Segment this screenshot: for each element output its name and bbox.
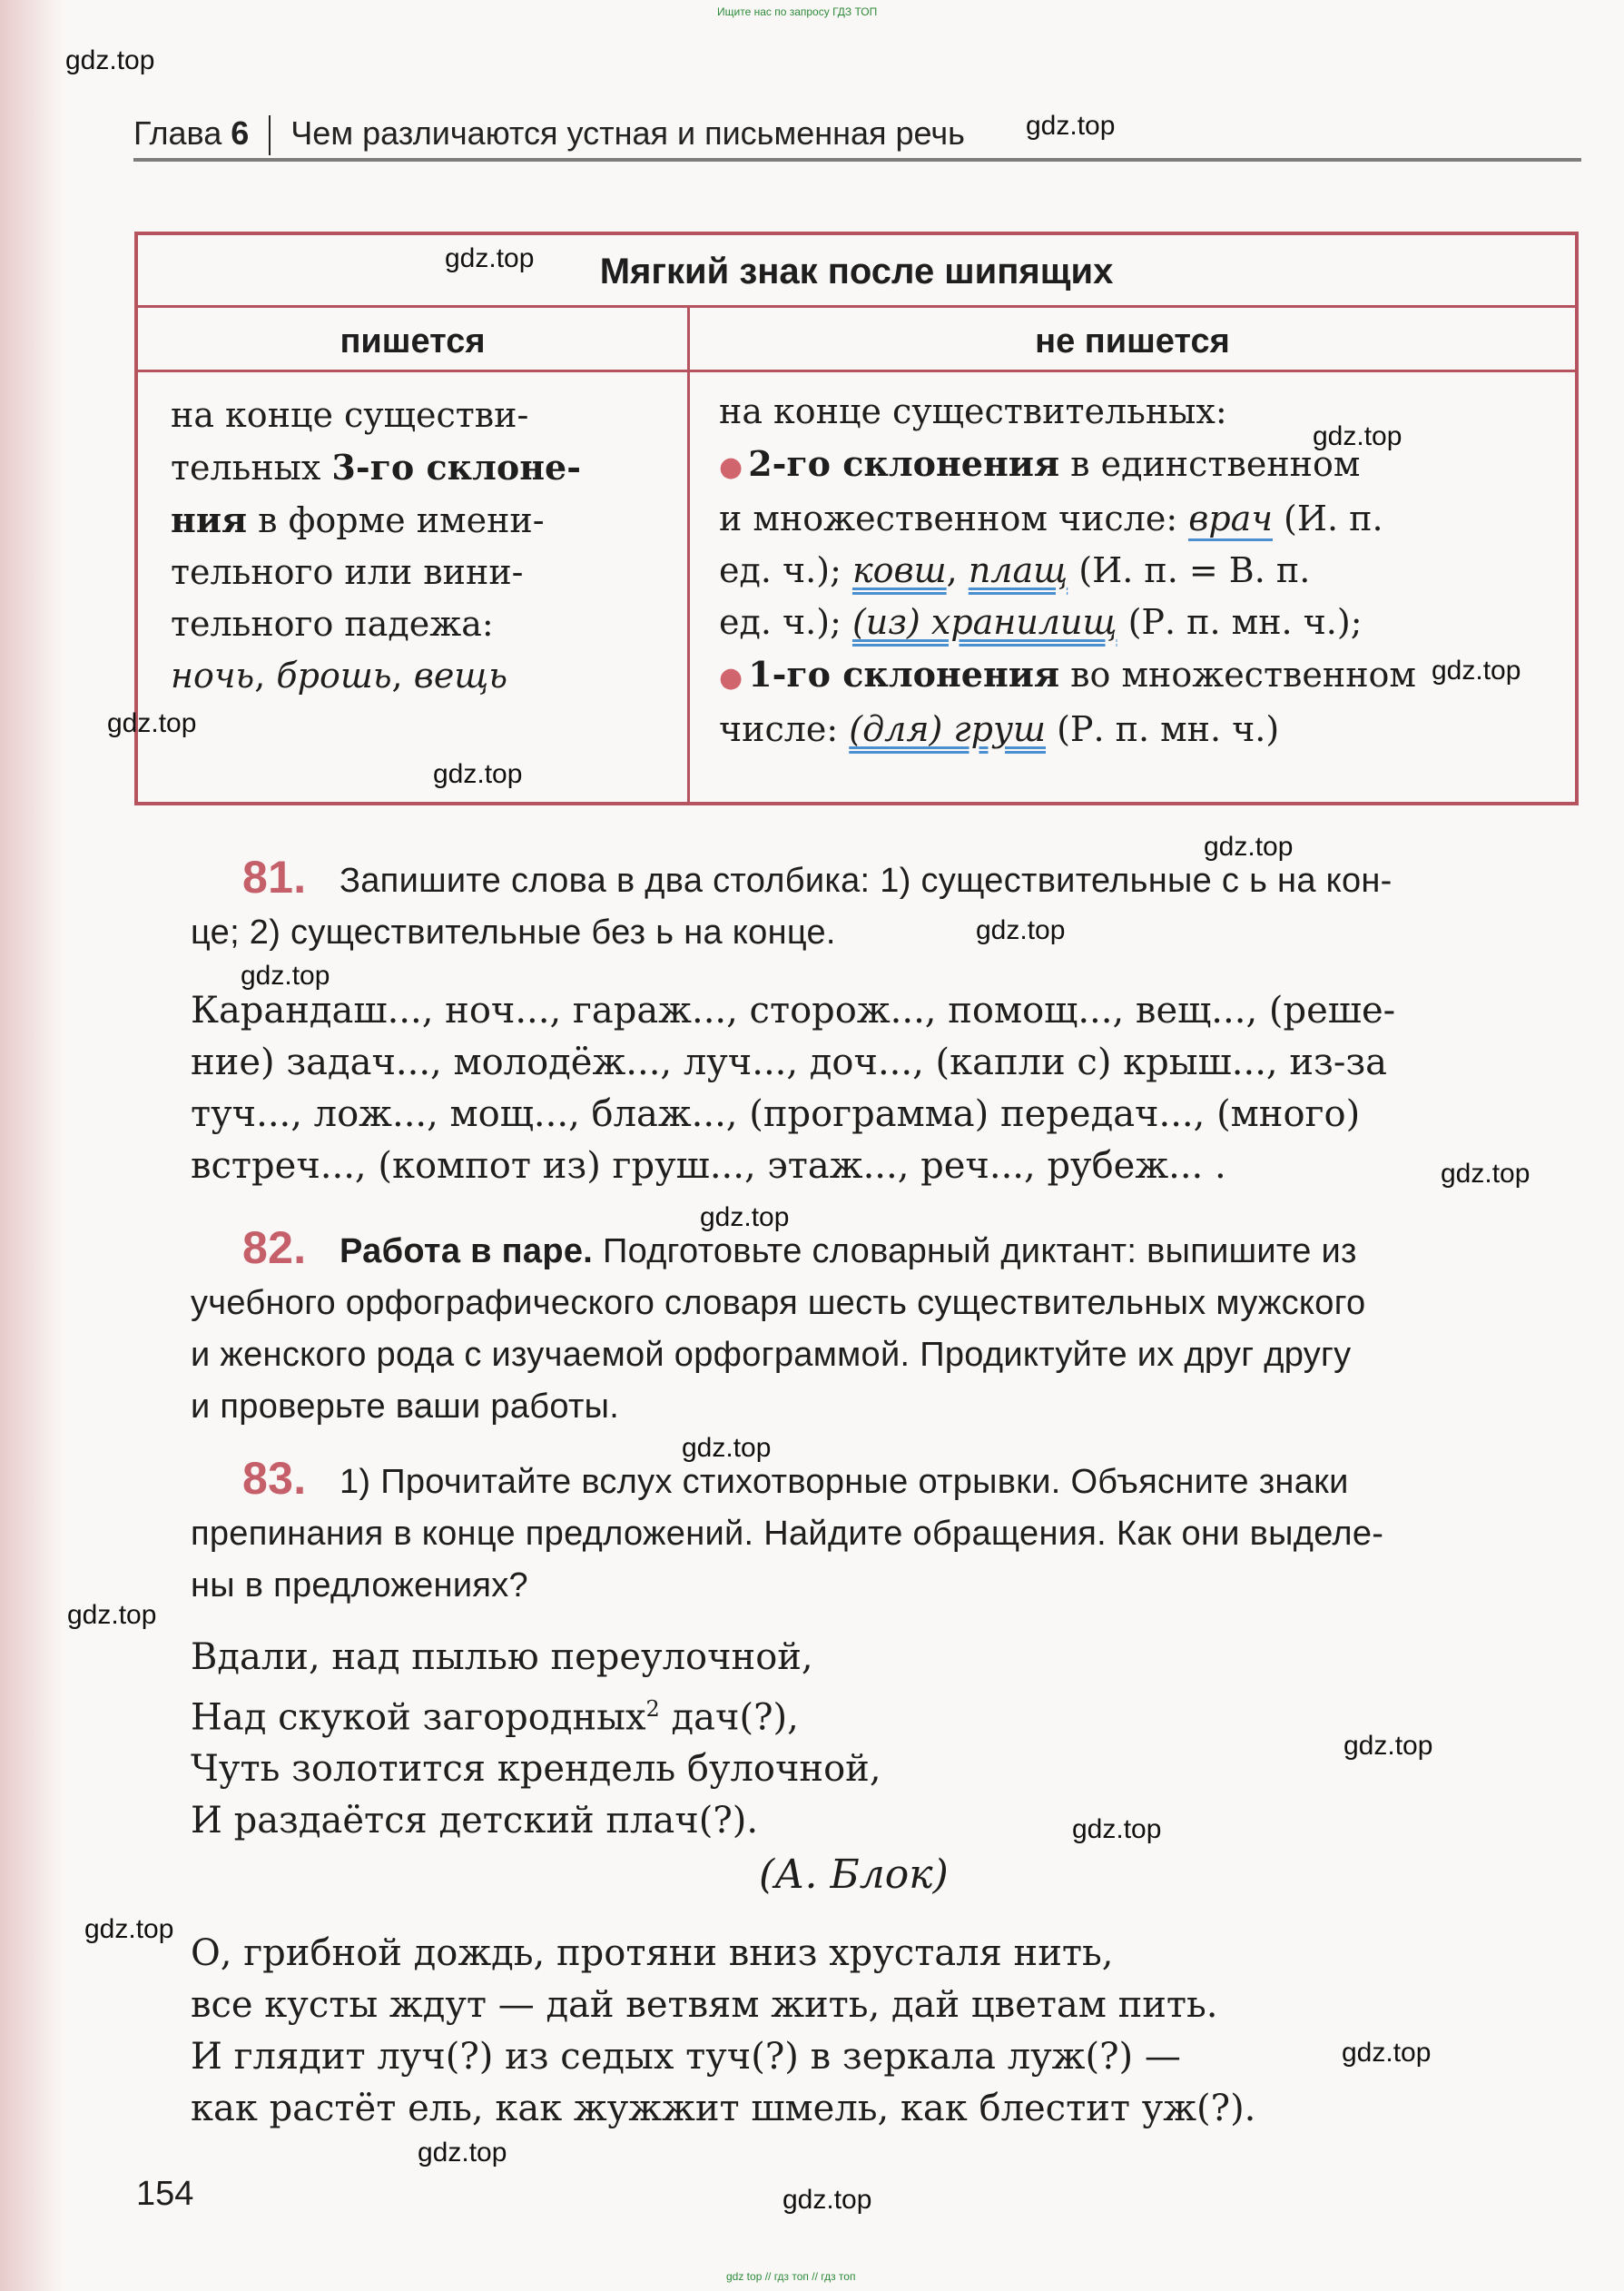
ex81-words-line: ние) задач..., молодёж..., луч..., доч..., (капли с) крыш..., из-за [191,1042,1388,1083]
rule-table [134,232,1579,805]
poem-line: И глядит луч(?) из седых туч(?) в зеркала луж(?) — [191,2036,1181,2078]
example-word [171,656,254,696]
col-head-writes: пишется [340,322,486,360]
right-example: врач [1188,499,1273,541]
right-text: , [946,550,969,590]
ex83-task [242,1453,1587,1508]
ex81-words-line: туч..., лож..., мощ..., блаж..., (программа) передач..., (много) [191,1093,1361,1135]
col-head-not-writes: не пишется [1035,322,1230,360]
poem-line: Вдали, над пылью переулочной, [191,1636,813,1678]
example-stem: ноч [171,656,236,696]
rule-table-head-rule [138,370,1575,372]
example-word [414,656,507,696]
left-line: на конце существи- [171,395,529,435]
right-bold: 1-го склонения [748,654,1060,695]
watermark: gdz.top [1342,2038,1432,2068]
header-separator [269,115,271,155]
ex81-words [191,985,1593,1192]
footnote-mark: 2 [645,1696,660,1722]
right-example: ковш [851,550,947,590]
watermark: gdz.top [1313,421,1403,451]
example-sep: , [254,656,277,696]
chapter-header [133,107,1581,162]
left-bold: 3-го склоне- [331,447,581,488]
bullet-icon: ● [719,451,743,483]
ex83-task-cont [191,1508,1589,1612]
watermark: gdz.top [65,45,155,75]
watermark: gdz.top [682,1433,772,1463]
ex83-text: 1) Прочитайте вслух стихотворные отрывки. Объясните знаки [340,1463,1349,1501]
page-number: 154 [136,2175,194,2213]
watermark: gdz.top [700,1202,790,1232]
chapter-title: Чем различаются устная и письменная речь [290,114,965,152]
right-text: числе: [719,709,850,749]
right-text: ед. ч.); [719,602,852,642]
example-sep: , [391,656,414,696]
left-bold: ния [171,499,248,540]
ex82-text: Подготовьте словарный диктант: выпишите из [593,1232,1357,1270]
example-soft-sign: ь [235,656,255,696]
right-line [719,597,1572,648]
example-stem: вещ [413,656,489,696]
example-stem: брош [276,656,373,696]
left-text: тельных [171,448,332,488]
ex82-bold: Работа в паре. [340,1232,594,1270]
poem-blok [191,1632,1371,1847]
right-text: и множественном числе: [719,499,1189,538]
poem-line: О, грибной дождь, протяни вниз хрусталя нить, [191,1932,1114,1974]
left-examples [171,650,679,702]
watermark: gdz.top [1204,832,1294,862]
header-rule [133,158,1581,162]
right-text: (И. п. = В. п. [1068,550,1311,590]
right-bold: 2-го склонения [748,443,1060,484]
poem-text: Над скукой загородных [191,1696,646,1739]
rule-right-cell [719,386,1572,755]
left-line [171,441,679,494]
right-line: на конце существительных: [719,391,1227,431]
right-line [719,545,1572,597]
watermark: gdz.top [241,961,330,991]
right-line [719,704,1572,755]
ex81-line [242,852,1587,907]
bottom-note: gdz top // гдз топ // гдз топ [726,2270,856,2283]
right-text: во множественном [1059,655,1416,695]
right-example: (для) груш [849,709,1046,749]
rule-table-title: Мягкий знак после шипящих [138,235,1575,308]
right-line [719,493,1572,545]
left-line: тельного или вини- [171,552,524,592]
ex81-number: 81. [242,852,307,903]
example-soft-sign: ь [372,656,392,696]
watermark: gdz.top [1441,1159,1530,1189]
left-line [171,494,679,547]
poem-line [191,1684,1371,1743]
poem-line: все кусты ждут — дай ветвям жить, дай цветам пить. [191,1984,1218,2026]
page-edge-shade [0,0,64,2291]
watermark: gdz.top [84,1914,174,1944]
ex82-number: 82. [242,1222,307,1273]
watermark: gdz.top [1072,1814,1162,1844]
ex83-line: препинания в конце предложений. Найдите обращения. Как они выделе- [191,1515,1384,1553]
right-text: ед. ч.); [719,550,852,590]
left-line: тельного падежа: [171,604,494,644]
right-text: (И. п. [1272,499,1383,538]
ex83-line: ны в предложениях? [191,1566,528,1605]
ex81-words-line: встреч..., (компот из) груш..., этаж..., реч..., рубеж... . [191,1145,1226,1187]
watermark: gdz.top [433,759,523,789]
chapter-label: Глава [133,114,222,152]
ex83-number: 83. [242,1453,307,1504]
poem-text: дач(?), [659,1696,799,1739]
ex82-line: учебного орфографического словаря шесть существительных мужского [191,1284,1366,1322]
watermark: gdz.top [976,915,1066,945]
right-text: (Р. п. мн. ч.); [1117,602,1363,642]
ex82-line: и женского рода с изучаемой орфограммой. Продиктуйте их друг другу [191,1336,1352,1374]
left-text: в форме имени- [247,500,545,540]
right-example: плащ [968,550,1068,590]
watermark: gdz.top [782,2185,872,2215]
example-soft-sign: ь [488,656,508,696]
watermark: gdz.top [67,1600,157,1630]
poem-line: как растёт ель, как жужжит шмель, как блестит уж(?). [191,2088,1256,2129]
right-line [719,438,1572,493]
rule-table-divider [687,308,690,802]
ex81-words-line: Карандаш..., ноч..., гараж..., сторож..., помощ..., вещ..., (реше- [191,990,1396,1032]
example-word [276,656,391,696]
ex82-task-cont [191,1278,1589,1433]
watermark: gdz.top [107,708,197,738]
bullet-icon: ● [719,662,743,694]
right-example: (из) хранилищ [851,602,1117,642]
chapter-number: 6 [231,114,250,152]
watermark: gdz.top [1343,1731,1433,1761]
watermark: gdz.top [1432,656,1521,686]
ex81-task [242,852,1587,907]
right-text: (Р. п. мн. ч.) [1046,709,1280,749]
poem-line: И раздаётся детский плач(?). [191,1800,759,1842]
poem-line: Чуть золотится крендель булочной, [191,1748,881,1791]
right-text: в единственном [1059,444,1361,484]
ex81-text: Запишите слова в два столбика: 1) существительные с ь на кон- [340,862,1393,900]
watermark: gdz.top [418,2138,507,2168]
ex82-line: и проверьте ваши работы. [191,1387,620,1426]
watermark: gdz.top [1026,111,1116,141]
ex81-task-cont: це; 2) существительные без ь на конце. [191,913,836,952]
rule-left-cell [171,390,679,702]
poem-author: (А. Блок) [759,1852,949,1898]
top-note: Ищите нас по запросу ГДЗ ТОП [717,5,878,18]
poem-second [191,1928,1552,2135]
ex82-task [242,1222,1587,1278]
header-title [133,114,965,155]
watermark: gdz.top [445,243,535,273]
